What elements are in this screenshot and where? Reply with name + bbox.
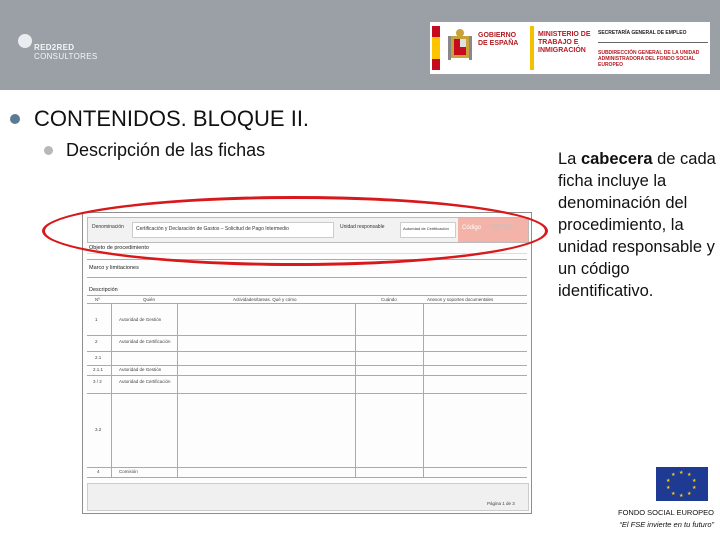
body-bold-cabecera: cabecera [580, 150, 653, 168]
fse-title: FONDO SOCIAL EUROPEO [618, 508, 714, 517]
fse-slogan: “El FSE invierte en tu futuro” [619, 520, 714, 529]
logo-dot-icon [18, 34, 32, 48]
col-header-actividades: Actividades/tareas. Qué y cómo [233, 297, 297, 302]
col-header-anexos: Anexos y soportes documentales [427, 297, 494, 302]
description-paragraph [558, 148, 716, 302]
row-7-quien: Comisión [119, 469, 138, 474]
table-top-line [87, 295, 527, 296]
row-1-quien: Autoridad de Gestión [119, 317, 162, 322]
header-denominacion-label: Denominación [92, 224, 124, 230]
section-marco: Marco y limitaciones [89, 265, 139, 271]
row-6-n: 3.2 [95, 427, 102, 432]
col-divider-3 [355, 303, 356, 477]
row-2-quien: Autoridad de Certificación [119, 339, 171, 344]
row-line-4 [87, 375, 527, 376]
table-header-line [87, 303, 527, 304]
highlight-oval [42, 196, 548, 266]
col-header-quien: Quién [143, 297, 156, 302]
secretaria-text: SECRETARÍA GENERAL DE EMPLEO [598, 30, 687, 36]
header-unidad-label: Unidad responsable [340, 224, 385, 230]
top-banner [0, 0, 720, 90]
row-4-quien: Autoridad de Gestión [119, 367, 162, 372]
row-5-n: 3 / 2 [93, 379, 102, 384]
logo-line1: RED2RED [34, 43, 75, 52]
row-4-n: 2.1.1 [93, 367, 104, 372]
title-bullet-icon [10, 114, 20, 124]
row-line-2 [87, 351, 527, 352]
row-line-3 [87, 365, 527, 366]
form-footer-box [87, 483, 529, 511]
coat-of-arms-icon [448, 28, 472, 66]
col-divider-4 [423, 303, 424, 477]
divider-2 [87, 277, 527, 278]
slide-subtitle: Descripción de las fichas [66, 140, 266, 160]
gov-right-text [598, 22, 710, 74]
body-text-1: La [558, 150, 581, 168]
slide-title: CONTENIDOS. BLOQUE II. [34, 106, 310, 131]
eu-flag-icon: ★ ★ ★ ★ ★ ★ ★ ★ ★ ★ [656, 467, 708, 501]
header-procedimiento-value: Certificación y Declaración de Gastos – Solicitud de Pago Intermedio [136, 226, 289, 232]
row-line-1 [87, 335, 527, 336]
gov-separator [530, 26, 534, 70]
subdireccion-text: SUBDIRECCIÓN GENERAL DE LA UNIDAD ADMINISTRADORA DEL FONDO SOCIAL EUROPEO [598, 50, 700, 68]
body-text-2: de cada ficha incluye la denominación del procedimiento, la unidad responsable y un código identificativo. [558, 150, 716, 300]
spain-flag-icon [432, 26, 440, 70]
row-2-n: 2 [95, 339, 98, 344]
row-1-n: 1 [95, 317, 98, 322]
row-line-6 [87, 467, 527, 468]
row-5-quien: Autoridad de Certificación [119, 379, 171, 384]
form-footer-page: Página 1 de 3 [487, 501, 515, 506]
section-objeto: Objeto de procedimiento [89, 245, 149, 251]
section-descripcion: Descripción [89, 287, 118, 293]
subtitle-bullet-icon [44, 146, 53, 155]
gobierno-text: GOBIERNO DE ESPAÑA [478, 32, 519, 47]
logo-line2: CONSULTORES [34, 52, 98, 61]
header-codigo-value: CRT-INT [490, 225, 514, 231]
gov-right-divider [598, 42, 708, 43]
header-codigo-label: Código [462, 225, 482, 231]
ministerio-text: MINISTERIO DE TRABAJO E INMIGRACIÓN [538, 31, 591, 54]
col-header-n: Nº [95, 297, 100, 302]
col-header-cuando: Cuándo [381, 297, 397, 302]
header-autoridad-value: Autoridad de Certificación [403, 226, 449, 231]
row-7-n: 4 [97, 469, 100, 474]
col-divider-1 [111, 303, 112, 477]
table-bottom-line [87, 477, 527, 478]
row-3-n: 2.1 [95, 355, 102, 360]
col-divider-2 [177, 303, 178, 477]
government-logo-block [430, 22, 710, 74]
row-line-5 [87, 393, 527, 394]
